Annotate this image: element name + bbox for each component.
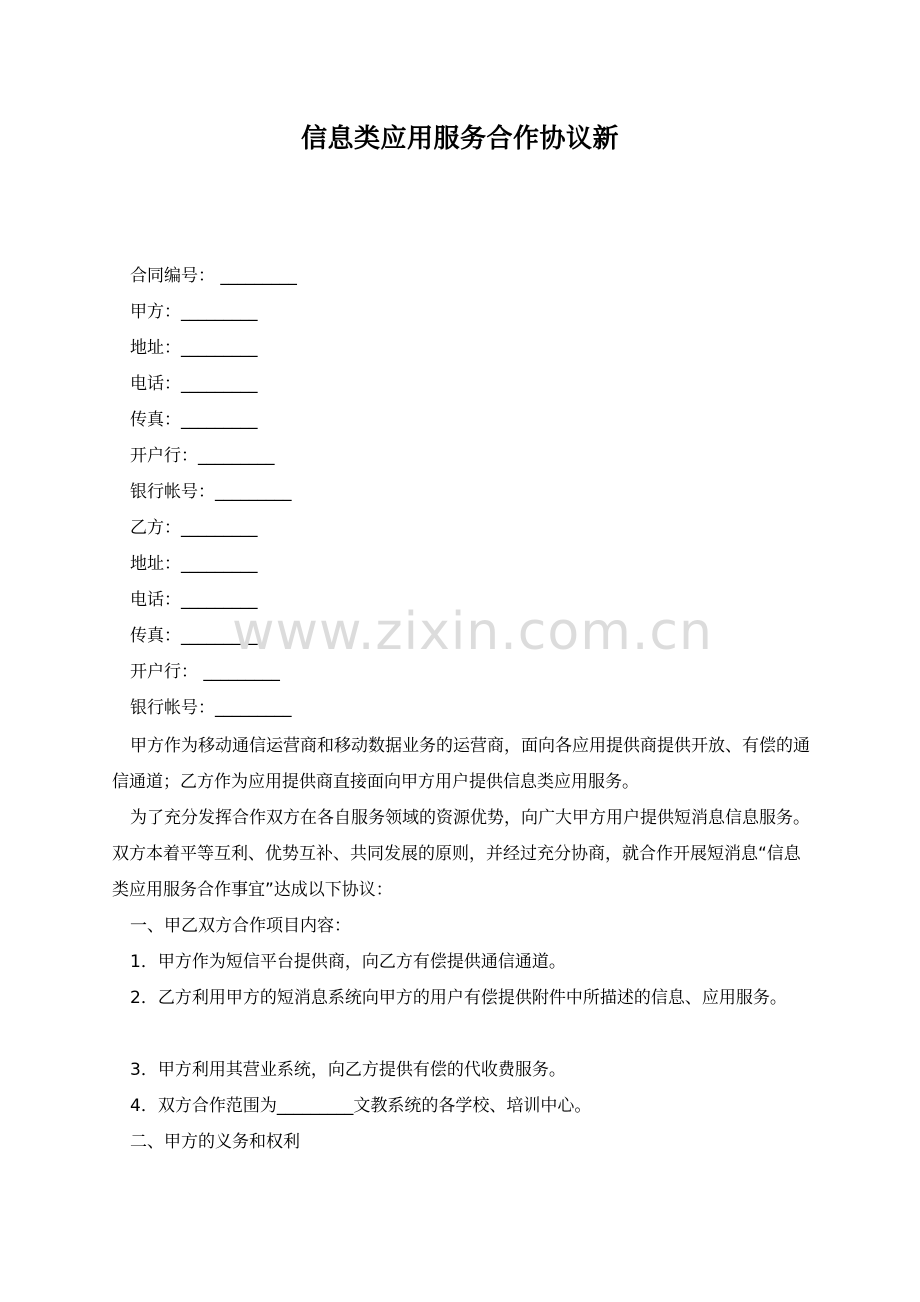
party-a-bank-field: 开户行：_________ [130,446,275,466]
section-heading-2: 二、甲方的义务和权利 [130,1132,300,1152]
contract-number-field: 合同编号： _________ [130,266,297,286]
party-b-account-field: 银行帐号：_________ [130,698,292,718]
section-heading-1: 一、甲乙双方合作项目内容： [130,916,351,936]
party-a-phone-field: 电话：_________ [130,374,258,394]
party-b-phone-field: 电话：_________ [130,590,258,610]
party-b-address-field: 地址：_________ [130,554,258,574]
clause-4: 4．双方合作范围为_________文教系统的各学校、培训中心。 [130,1096,592,1116]
party-a-fax-field: 传真：_________ [130,410,258,430]
document-title: 信息类应用服务合作协议新 [300,124,619,154]
paragraph-purpose: 为了充分发挥合作双方在各自服务领域的资源优势，向广大甲方用户提供短消息信息服务。双方本着平等互利、优势互补、共同发展的原则，并经过充分协商，就合作开展短消息“信息类应用服务合作事宜”达成以下协议： [112,808,810,900]
party-a-account-field: 银行帐号：_________ [130,482,292,502]
party-a-address-field: 地址：_________ [130,338,258,358]
party-b-bank-field: 开户行： _________ [130,662,280,682]
party-a-field: 甲方：_________ [130,302,258,322]
party-b-fax-field: 传真：_________ [130,626,258,646]
paragraph-intro: 甲方作为移动通信运营商和移动数据业务的运营商，面向各应用提供商提供开放、有偿的通信通道；乙方作为应用提供商直接面向甲方用户提供信息类应用服务。 [112,736,810,792]
clause-2: 2．乙方利用甲方的短消息系统向甲方的用户有偿提供附件中所描述的信息、应用服务。 [130,988,787,1008]
party-b-field: 乙方：_________ [130,518,258,538]
clause-1: 1．甲方作为短信平台提供商，向乙方有偿提供通信通道。 [130,952,566,972]
clause-3: 3．甲方利用其营业系统，向乙方提供有偿的代收费服务。 [130,1060,566,1080]
watermark: www.zixin.com.cn [232,602,713,662]
